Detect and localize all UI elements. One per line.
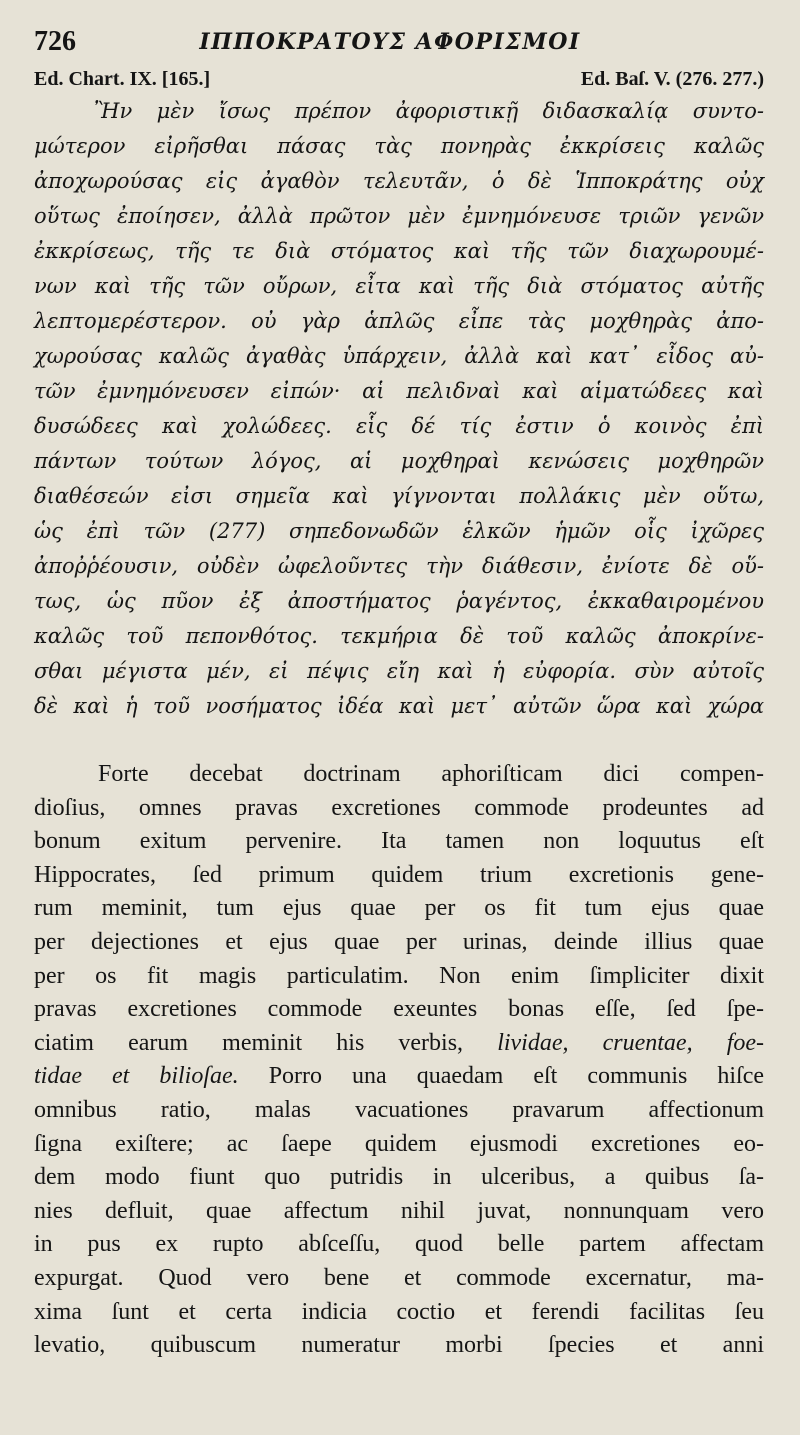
latin-line-with-italic [34,1027,764,1061]
greek-line: καλῶς τοῦ πεπονθότος. τεκμήρια δὲ τοῦ καλῶς ἀποκρίνε- [34,624,764,648]
latin-line: per dejectiones et ejus quae per urinas, deinde illius quae [34,928,764,955]
page-header [34,22,764,62]
greek-line: δὲ καὶ ἡ τοῦ νοσήματος ἰδέα καὶ μετ᾽ αὐτῶν ὥρα καὶ χώρα [34,694,764,718]
latin-line-text: Porro una quaedam eſt communis hiſce [268,1063,764,1090]
latin-line: ſigna exiſtere; ac ſaepe quidem ejusmodi excretiones eo- [34,1130,764,1157]
greek-line: ἀποῤῥέουσιν, οὐδὲν ὠφελοῦντες τὴν διάθεσιν, ἐνίοτε δὲ οὕ- [34,554,764,578]
greek-line: Ἢν μὲν ἴσως πρέπον ἀφοριστικῇ διδασκαλίᾳ συντο- [94,99,764,123]
running-title: ΙΠΠΟΚΡΑΤΟΥΣ ΑΦΟΡΙΣΜΟΙ [199,29,581,55]
greek-line: χωρούσας καλῶς ἀγαθὰς ὑπάρχειν, ἀλλὰ καὶ κατ᾽ εἶδος αὐ- [34,344,764,368]
latin-line: per os fit magis particulatim. Non enim ſimpliciter dixit [34,962,764,989]
edition-chart-ref: Ed. Chart. IX. [165.] [34,67,211,90]
greek-line: τῶν ἐμνημόνευσεν εἰπών· αἱ πελιδναὶ καὶ αἱματώδεες καὶ [34,379,764,403]
greek-line: οὕτως ἐποίησεν, ἀλλὰ πρῶτον μὲν ἐμνημόνευσε τριῶν γενῶν [34,204,764,228]
edition-basel-ref: Ed. Baſ. V. (276. 277.) [580,67,764,90]
greek-line: σθαι μέγιστα μέν, εἰ πέψις εἴη καὶ ἡ εὐφορία. σὺν αὐτοῖς [34,659,764,683]
latin-line-text: ciatim earum meminit his verbis, [34,1029,464,1056]
greek-line: πάντων τούτων λόγος, αἱ μοχθηραὶ κενώσεις μοχθηρῶν [34,449,764,473]
latin-text-block [34,758,764,1363]
greek-line: ἐκκρίσεως, τῆς τε διὰ στόματος καὶ τῆς τῶν διαχωρουμέ- [34,239,764,263]
latin-line: dem modo fiunt quo putridis in ulceribus, a quibus ſa- [34,1164,764,1191]
greek-line: λεπτομερέστερον. οὐ γὰρ ἁπλῶς εἶπε τὰς μοχθηρὰς ἀπο- [34,309,764,333]
latin-line: Forte decebat doctrinam aphoriſticam dici compen- [98,761,764,787]
latin-line: in pus ex rupto abſceſſu, quod belle partem affectam [34,1231,764,1258]
latin-line: dioſius, omnes pravas excretiones commode prodeuntes ad [34,794,764,821]
greek-line: ἀποχωρούσας εἰς ἀγαθὸν τελευτᾶν, ὁ δὲ Ἱπποκράτης οὐχ [34,169,764,193]
greek-line: δυσώδεες καὶ χολώδεες. εἷς δέ τίς ἐστιν ὁ κοινὸς ἐπὶ [34,414,764,438]
greek-line: μώτερον εἰρῆσθαι πάσας τὰς πονηρὰς ἐκκρίσεις καλῶς [34,134,764,158]
greek-text-block [34,94,764,724]
latin-line: levatio, quibuscum numeratur morbi ſpecies et anni [34,1332,764,1359]
latin-italic-quote: tidae et bilioſae. [34,1063,239,1090]
latin-line: nies defluit, quae affectum nihil juvat, nonnunquam vero [34,1197,764,1224]
latin-line: expurgat. Quod vero bene et commode excernatur, ma- [34,1264,764,1291]
latin-line: Hippocrates, ſed primum quidem trium excretionis gene- [34,861,764,888]
greek-line: τως, ὡς πῦον ἐξ ἀποστήματος ῥαγέντος, ἐκκαθαιρομένου [34,589,764,613]
latin-line: xima ſunt et certa indicia coctio et ferendi facilitas ſeu [34,1298,764,1325]
greek-line: διαθέσεών εἰσι σημεῖα καὶ γίγνονται πολλάκις μὲν οὕτω, [34,484,764,508]
greek-line: ὡς ἐπὶ τῶν (277) σηπεδονωδῶν ἑλκῶν ἡμῶν οἷς ἰχῶρες [34,519,764,543]
latin-line: rum meminit, tum ejus quae per os fit tum ejus quae [34,895,764,922]
latin-line: omnibus ratio, malas vacuationes pravarum affectionum [34,1096,764,1123]
edition-references [34,64,764,94]
latin-line: bonum exitum pervenire. Ita tamen non loquutus eſt [34,828,764,855]
latin-line: pravas excretiones commode exeuntes bonas eſſe, ſed ſpe- [34,996,764,1023]
latin-line-with-italic [34,1060,764,1094]
greek-line: νων καὶ τῆς τῶν οὔρων, εἶτα καὶ τῆς διὰ στόματος αὐτῆς [34,274,764,298]
latin-italic-quote: lividae, cruentae, foe- [497,1029,765,1056]
page-number: 726 [34,26,76,57]
